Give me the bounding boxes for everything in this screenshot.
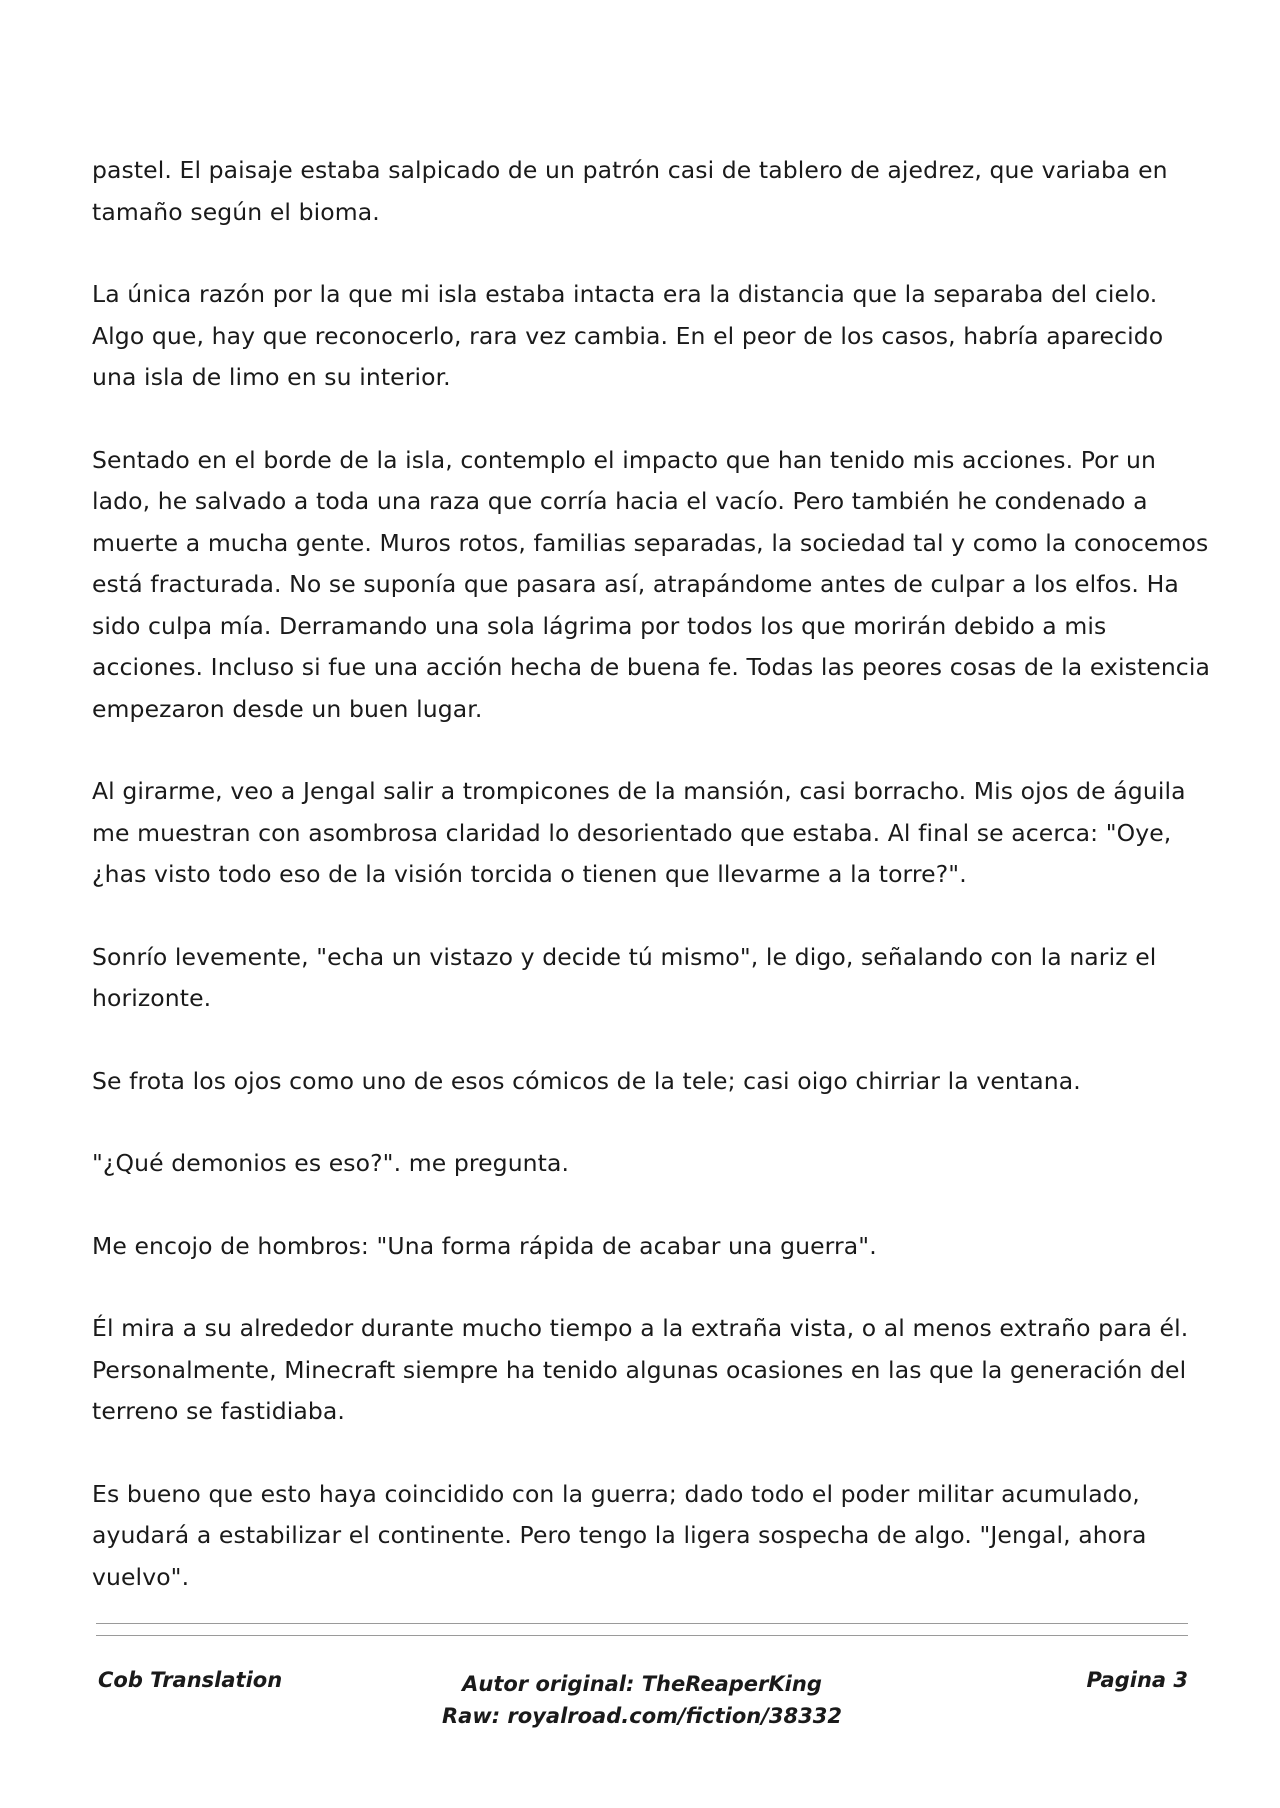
paragraph-2: La única razón por la que mi isla estaba intacta era la distancia que la separaba del cielo. Algo que, hay que reconocerlo, rara vez cambia. En el peor de los casos, habría aparecido una isla de limo en su interior. xyxy=(92,280,1164,391)
paragraph-10: Es bueno que esto haya coincidido con la guerra; dado todo el poder militar acumulado, ayudará a estabilizar el continente. Pero tengo la ligera sospecha de algo. "Jengal, ahora vuelvo". xyxy=(92,1479,1147,1591)
paragraph-6: Se frota los ojos como uno de esos cómicos de la tele; casi oigo chirriar la ventana. xyxy=(92,1066,1081,1095)
paragraph-5: Sonrío levemente, "echa un vistazo y decide tú mismo", le digo, señalando con la nariz el horizonte. xyxy=(92,942,1157,1012)
footer-page-number: Pagina 3 xyxy=(1086,1668,1188,1692)
footer-credits xyxy=(96,1668,1188,1732)
paragraph-1: pastel. El paisaje estaba salpicado de un patrón casi de tablero de ajedrez, que variaba en tamaño según el bioma. xyxy=(92,156,1168,226)
footer-translator: Cob Translation xyxy=(98,1668,283,1692)
paragraph-7: "¿Qué demonios es eso?". me pregunta. xyxy=(92,1149,570,1177)
paragraph-9: Él mira a su alrededor durante mucho tiempo a la extraña vista, o al menos extraño para él. Personalmente, Minecraft siempre ha tenido algunas ocasiones en las que la generación del terreno se fastidiaba. xyxy=(92,1314,1189,1425)
footer-divider-top xyxy=(96,1623,1188,1624)
page-footer xyxy=(96,1668,1188,1748)
footer-source: Raw: royalroad.com/fiction/38332 xyxy=(441,1704,842,1728)
footer-divider-bottom xyxy=(96,1635,1188,1636)
footer-author: Autor original: TheReaperKing xyxy=(462,1672,822,1696)
paragraph-8: Me encojo de hombros: "Una forma rápida de acabar una guerra". xyxy=(92,1231,877,1260)
paragraph-4: Al girarme, veo a Jengal salir a trompicones de la mansión, casi borracho. Mis ojos de águila me muestran con asombrosa claridad lo desorientado que estaba. Al final se acerca: "Oye, ¿has visto todo eso de la visión torcida o tienen que llevarme a la torre?". xyxy=(92,777,1186,888)
paragraph-3: Sentado en el borde de la isla, contemplo el impacto que han tenido mis acciones. Por un lado, he salvado a toda una raza que corría hacia el vacío. Pero también he condenado a muerte a mucha gente. Muros rotos, familias separadas, la sociedad tal y como la conocemos está fracturada. No se suponía que pasara así, atrapándome antes de culpar a los elfos. Ha sido culpa mía. Derramando una sola lágrima por todos los que morirán debido a mis acciones. Incluso si fue una acción hecha de buena fe. Todas las peores cosas de la existencia empezaron desde un buen lugar. xyxy=(92,445,1210,723)
body-text xyxy=(92,150,1212,1639)
